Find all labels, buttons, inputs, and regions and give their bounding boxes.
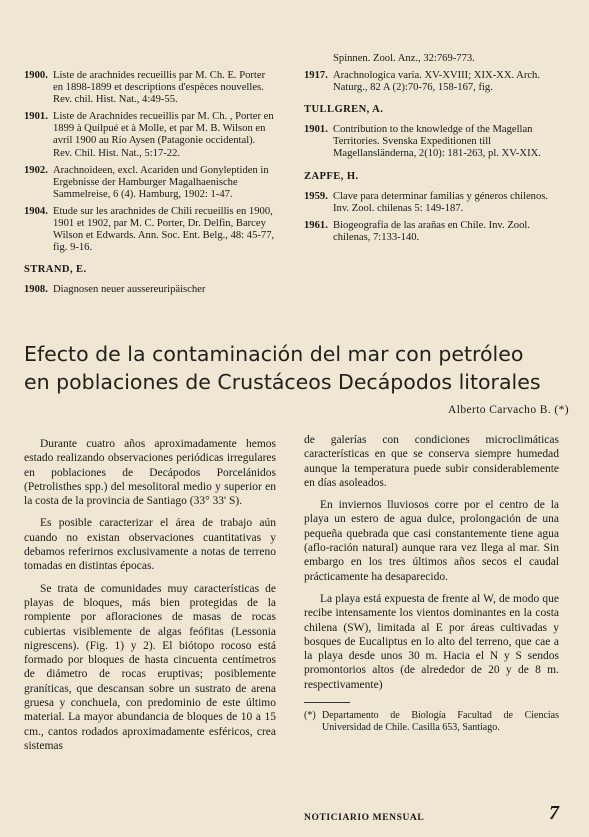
references-left-column xyxy=(24,70,276,301)
page-number: 7 xyxy=(549,802,559,824)
reference-entry xyxy=(24,165,276,201)
body-paragraph: Se trata de comunidades muy características de playas de bloques, más bien protegidas de la rompiente por afloraciones de masas de rocas cubiertas visiblemente de algas feófitas (Lessonia nigrescens). (Fig. 1) y 2). El biótopo rocoso está formado por bloques de hasta cincuenta centímetros de diámetro de rocas eruptivas; posiblemente graníticas, que descansan sobre un sustrato de arena gruesa y conchuela, con predominio de este último material. La mayor abundancia de bloques de 10 a 15 cm., cantos rodados aproximadamente esféricos, crea sistemas xyxy=(24,582,276,752)
reference-entry xyxy=(304,191,559,215)
reference-entry xyxy=(304,124,559,160)
footnote-mark: (*) xyxy=(304,710,316,722)
body-paragraph: La playa está expuesta de frente al W, de modo que recibe intensamente los vientos dominantes en la costa chilena (SW), limitada al E por áreas cultivadas y bosques de Eucaliptus en lo alto del terreno, que cae a la playa desde unos 30 m. Hacia el N y S sendos promontorios altos (de alrededor de 20 y de 8 m. respectivamente) xyxy=(304,592,559,691)
reference-text: Arachnoideen, excl. Acariden und Gonyleptiden in Ergebnisse der Hamburger Magalhaenische Sammelreise, 6 (4). Hamburg, 1902: 1-47. xyxy=(53,164,269,200)
author-heading: STRAND, E. xyxy=(24,264,87,276)
reference-text: Biogeografía de las arañas en Chile. Inv. Zool. chilenas, 7:133-140. xyxy=(333,219,530,243)
reference-year: 1959. xyxy=(304,190,328,202)
reference-year: 1901. xyxy=(304,124,328,136)
reference-entry xyxy=(24,284,276,296)
reference-year: 1961. xyxy=(304,219,328,231)
article-byline: Alberto Carvacho B. (*) xyxy=(448,404,569,416)
article-title-line: en poblaciones de Crustáceos Decápodos litorales xyxy=(24,370,541,394)
reference-text: Arachnologica varia. XV-XVIII; XIX-XX. Arch. Naturg., 82 A (2):70-76, 158-167, fig. xyxy=(333,70,541,94)
reference-year: 1901. xyxy=(24,111,48,123)
reference-year: 1902. xyxy=(24,164,48,176)
reference-text: Liste de arachnides recueillis par M. Ch. E. Porter en 1898-1899 et descriptions d'espèces nouvelles. Rev. chil. Hist. Nat., 4:49-55. xyxy=(53,70,266,106)
footnote-divider xyxy=(304,702,350,703)
journal-name: NOTICIARIO MENSUAL xyxy=(304,813,425,823)
article-body-left xyxy=(24,437,276,761)
footnote xyxy=(304,710,559,734)
footnote-text: Departamento de Biología Facultad de Ciencias Universidad de Chile. Casilla 653, Santiago. xyxy=(322,710,559,734)
reference-entry xyxy=(24,206,276,254)
article-title xyxy=(24,340,569,396)
reference-year: 1917. xyxy=(304,70,328,82)
reference-year: 1900. xyxy=(24,70,48,81)
reference-entry xyxy=(24,70,276,106)
body-paragraph: Durante cuatro años aproximadamente hemos estado realizando observaciones periódicas irregulares en poblaciones de Decápodos Porcelánidos (Petrolisthes spp.) del mesolitoral medio y superior en la costa de la provincia de Santiago (33° 33' S). xyxy=(24,438,276,508)
page-footer xyxy=(304,803,559,823)
article-title-line: Efecto de la contaminación del mar con petróleo xyxy=(24,342,524,366)
body-paragraph: En inviernos lluviosos corre por el centro de la playa un estero de agua dulce, prolongación de una pequeña quebrada que casi constantemente tiene agua (aflo-ración natural) aunque rara vez llega al mar. Sin embargo en los tres últimos años secos el caudal prácticamente ha desaparecido. xyxy=(304,499,559,583)
reference-text: Clave para determinar familias y géneros chilenos. Inv. Zool. chilenas 5: 149-187. xyxy=(333,190,549,214)
reference-text: Diagnosen neuer aussereuripäischer xyxy=(53,284,206,296)
reference-entry xyxy=(24,111,276,159)
reference-text: Spinnen. Zool. Anz., 32:769-773. xyxy=(333,53,475,64)
reference-entry xyxy=(304,220,559,244)
reference-text: Etude sur les arachnides de Chili recueillis en 1900, 1901 et 1902, par M. C. Porter, Dr. Delfin, Barcey Wilson et Edwards. Ann. Soc. Ent. Belg., 48: 45-77, fig. 9-16. xyxy=(53,205,275,254)
author-heading: ZAPFE, H. xyxy=(304,170,359,182)
references-right-column xyxy=(304,53,559,249)
reference-continuation xyxy=(304,53,559,65)
author-heading: TULLGREN, A. xyxy=(304,104,384,116)
body-paragraph: Es posible caracterizar el área de trabajo aún cuando no existan observaciones cuantitativas y debamos referirnos exclusivamente a notas de terreno tomadas en distintas épocas. xyxy=(24,517,276,573)
article-body-right xyxy=(304,433,559,734)
reference-year: 1908. xyxy=(24,284,48,296)
reference-entry xyxy=(304,70,559,94)
reference-text: Contribution to the knowledge of the Magellan Territories. Svenska Expeditionen till Magellansländerna, 2(10): 181-263, pl. XV-XIX. xyxy=(333,124,541,160)
reference-year: 1904. xyxy=(24,205,48,217)
reference-text: Liste de Arachnides recueillis par M. Ch. , Porter en 1899 à Quilpué et à Molle, et par M. B. Wilson en avril 1900 au Río Aysen (Patagonie occidental). Rev. Chil. Hist. Nat., 5:17-22. xyxy=(53,111,274,159)
body-paragraph: de galerías con condiciones microclimáticas características en que se conserva siempre humedad aunque la temperatura puede subir considerablemente en días asoleados. xyxy=(304,434,559,489)
